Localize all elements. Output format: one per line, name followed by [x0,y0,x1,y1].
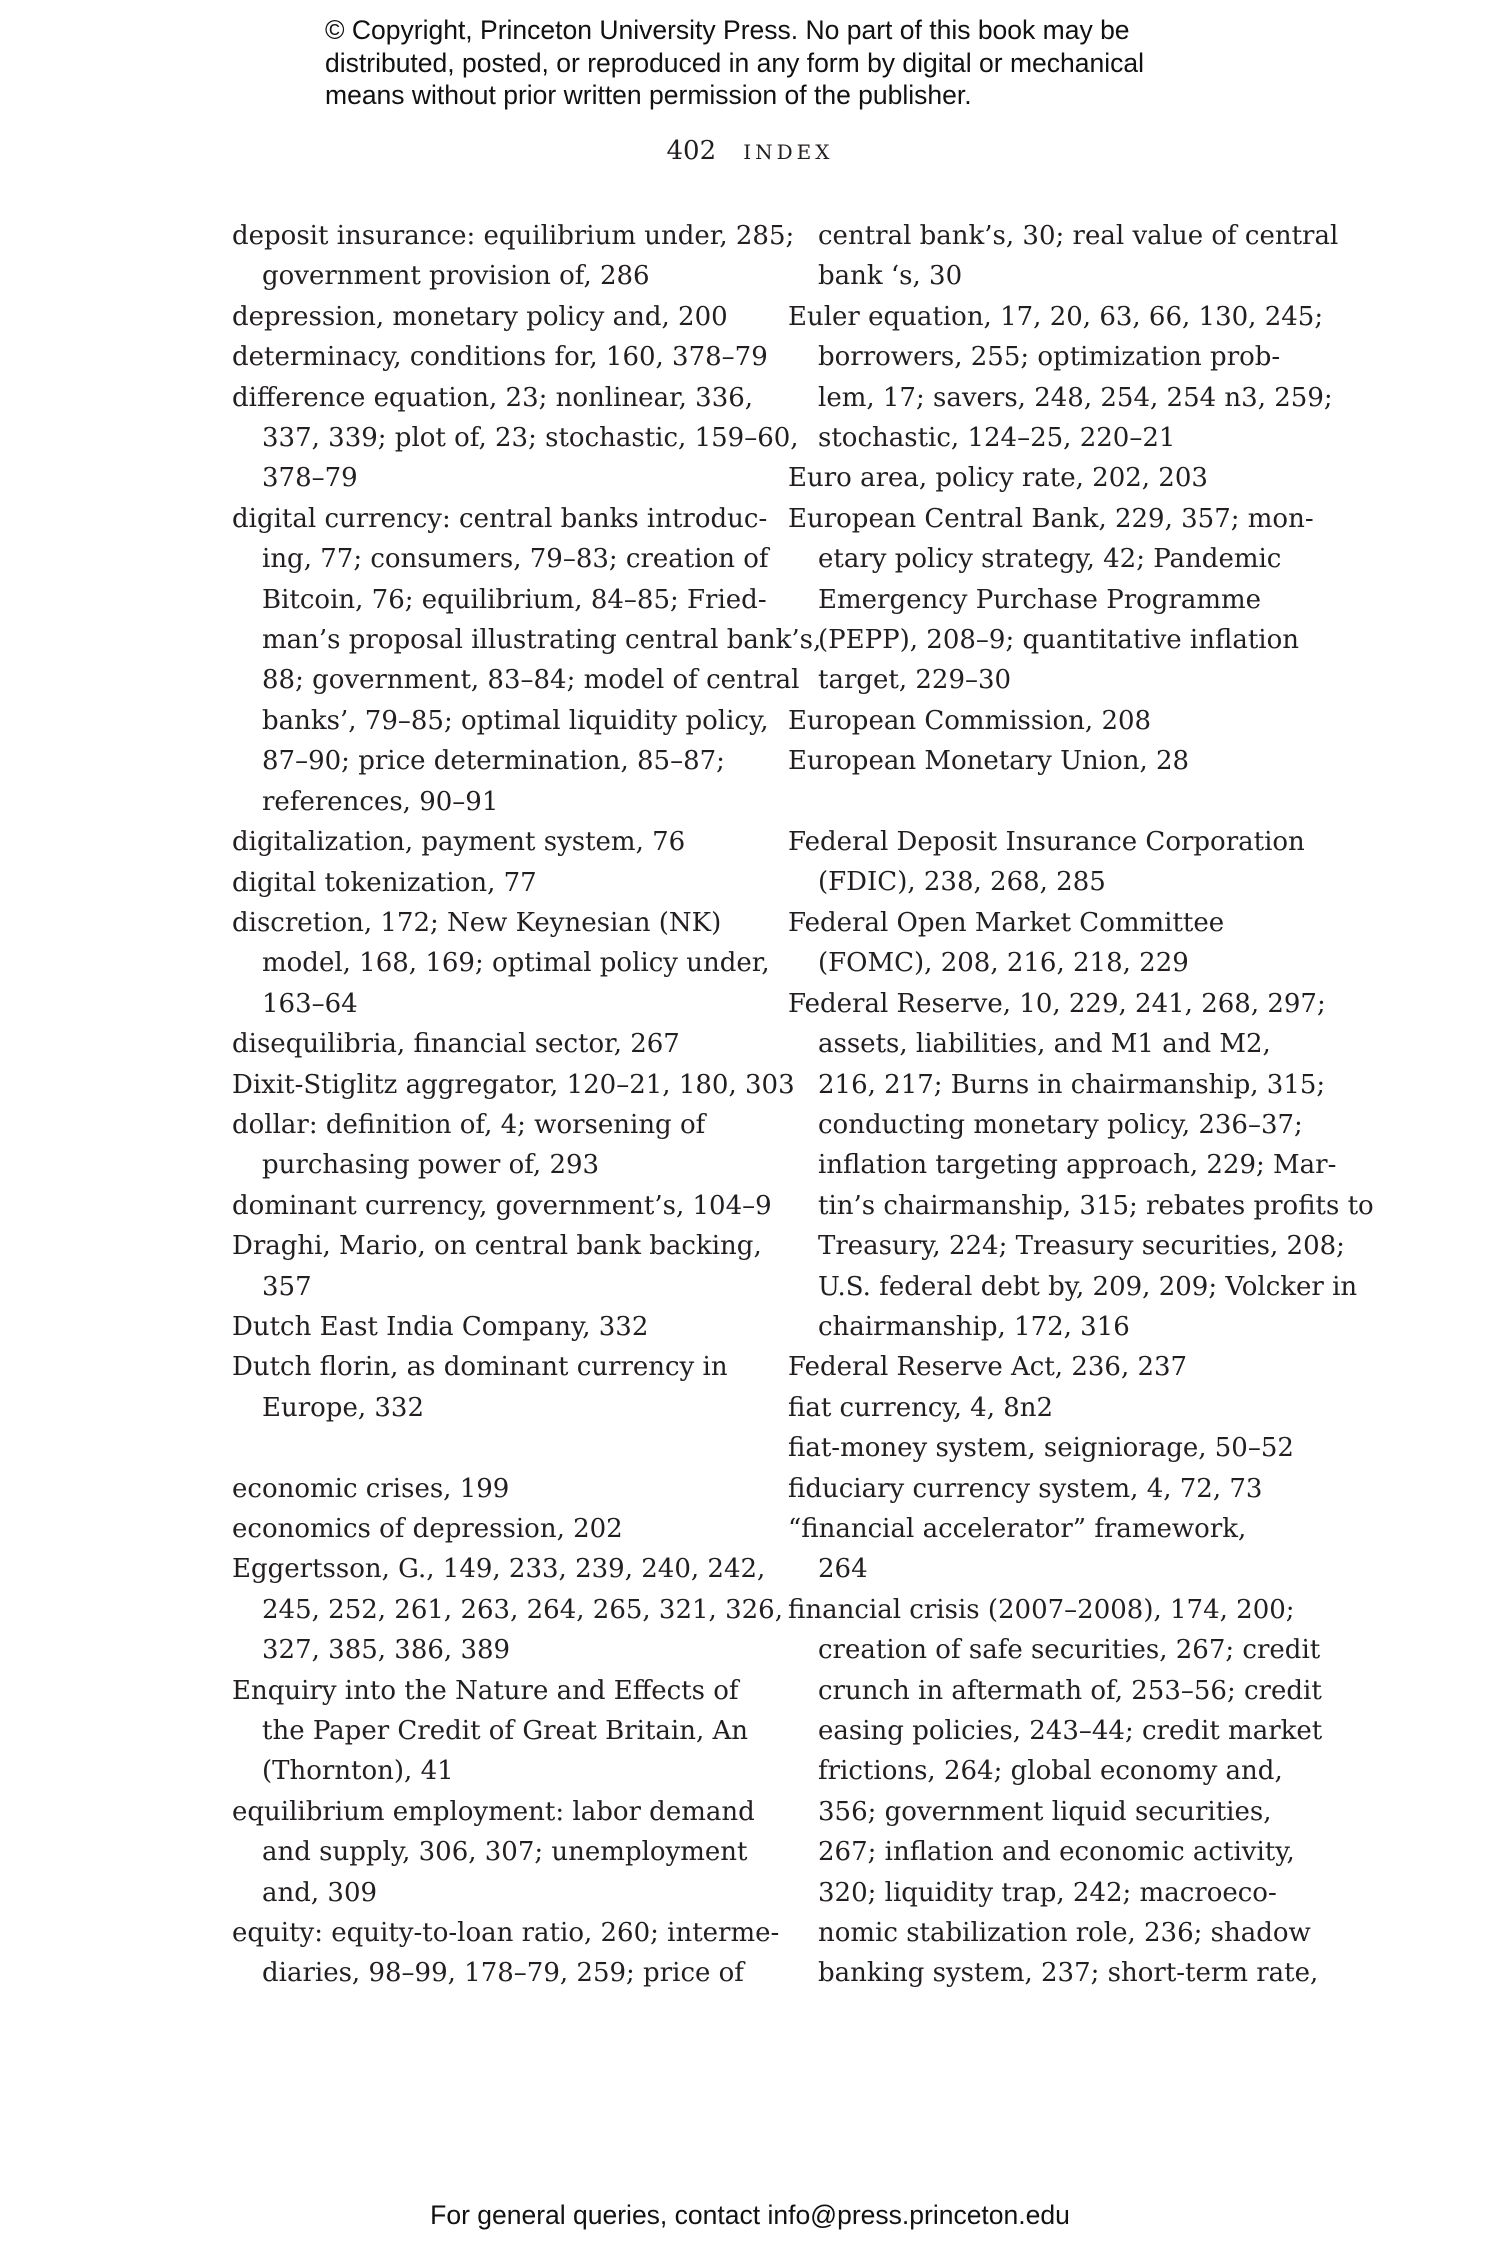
index-entry [788,1388,1318,1428]
index-entry [232,1509,752,1549]
section-title: INDEX [743,140,834,164]
page-number: 402 [666,136,717,166]
index-entry-subline: and supply, 306, 307; unemployment [262,1837,748,1868]
index-entry-subline: 216, 217; Burns in chairmanship, 315; [818,1069,1326,1100]
index-entry [788,741,1318,781]
index-entry [232,1671,752,1792]
index-entry [232,1226,762,1307]
index-entry-subline: nomic stabilization role, 236; shadow [818,1918,1311,1949]
index-entry-line: dollar: definition of, 4; worsening of [232,1109,706,1140]
index-entry-subline: tin’s chairmanship, 315; rebates profits to [818,1190,1374,1221]
index-entry-line: discretion, 172; New Keynesian (NK) [232,907,722,938]
index-entry-subline: 264 [818,1554,868,1585]
index-column-right [788,216,1374,1994]
index-entry-line: fiat-money system, seigniorage, 50–52 [788,1433,1294,1464]
index-entry [232,903,770,1024]
index-entry-subline: man’s proposal illustrating central bank’s, [262,625,822,656]
index-entry [232,1792,755,1913]
index-entry-subline: crunch in aftermath of, 253–56; credit [818,1675,1322,1706]
index-entry-line: Federal Open Market Committee [788,907,1225,938]
index-entry-subline: references, 90–91 [262,786,499,817]
index-entry-subline: 320; liquidity trap, 242; macroeco- [818,1877,1277,1908]
copyright-notice [325,14,1325,112]
index-entry [788,1469,1318,1509]
index-entry-line: European Commission, 208 [788,705,1152,736]
footer-contact: For general queries, contact info@press.princeton.edu [430,2200,1070,2230]
index-entry-subline: model, 168, 169; optimal policy under, [262,948,770,979]
index-entry-line: fiat currency, 4, 8n2 [788,1392,1054,1423]
index-entry-line: equilibrium employment: labor demand [232,1796,755,1827]
index-entry-subline: conducting monetary policy, 236–37; [818,1109,1303,1140]
index-entry [788,1509,1318,1590]
index-entry-subline: bank ‘s, 30 [818,261,963,292]
index-entry [788,1590,1323,1994]
index-entry-line: Euler equation, 17, 20, 63, 66, 130, 245; [788,301,1324,332]
index-entry-subline: target, 229–30 [818,665,1012,696]
index-entry-line: depression, monetary policy and, 200 [232,301,728,332]
index-entry [232,1469,752,1509]
index-entry-subline: 357 [262,1271,312,1302]
index-entry-line: digital tokenization, 77 [232,867,537,898]
index-entry-subline: U.S. federal debt by, 209, 209; Volcker in [818,1271,1358,1302]
index-entry [788,499,1318,701]
index-entry [788,984,1374,1348]
index-entry-subline: Bitcoin, 76; equilibrium, 84–85; Fried- [262,584,767,615]
index-entry-subline: borrowers, 255; optimization prob- [818,342,1281,373]
index-entry-line: difference equation, 23; nonlinear, 336, [232,382,754,413]
index-entry-subline: stochastic, 124–25, 220–21 [818,423,1176,454]
index-entry [232,822,752,862]
index-entry-line: digital currency: central banks introduc- [232,503,768,534]
index-entry-subline: chairmanship, 172, 316 [818,1311,1130,1342]
index-entry-subline: 87–90; price determination, 85–87; [262,746,725,777]
index-entry [232,1913,780,1994]
index-entry [232,1024,752,1064]
index-entry [232,1549,783,1670]
index-entry [232,216,795,297]
index-entry-subline: diaries, 98–99, 178–79, 259; price of [262,1958,744,1989]
index-entry [232,297,752,337]
index-entry-continued [788,216,1339,297]
index-entry-subline: easing policies, 243–44; credit market [818,1716,1323,1747]
index-entry [232,1307,752,1347]
index-entry-line: economics of depression, 202 [232,1513,623,1544]
copyright-line-3: means without prior written permission of the publisher. [325,80,972,110]
index-entry-line: digitalization, payment system, 76 [232,827,686,858]
index-entry-subline: (PEPP), 208–9; quantitative inflation [818,625,1299,656]
index-entry-line: Dutch florin, as dominant currency in [232,1352,728,1383]
index-entry-subline: frictions, 264; global economy and, [818,1756,1283,1787]
index-entry-subline: (FDIC), 238, 268, 285 [818,867,1106,898]
index-entry [232,863,752,903]
index-entry-subline: 327, 385, 386, 389 [262,1635,511,1666]
index-entry-subline: 245, 252, 261, 263, 264, 265, 321, 326, [262,1594,783,1625]
index-entry-subline: and, 309 [262,1877,378,1908]
index-entry-line: Enquiry into the Nature and Effects of [232,1675,739,1706]
index-entry-subline: etary policy strategy, 42; Pandemic [818,544,1282,575]
index-entry-line: Euro area, policy rate, 202, 203 [788,463,1208,494]
index-entry-line: financial crisis (2007–2008), 174, 200; [788,1594,1295,1625]
index-entry-line: European Central Bank, 229, 357; mon- [788,503,1314,534]
index-entry [232,1347,752,1428]
index-entry-subline: creation of safe securities, 267; credit [818,1635,1321,1666]
letter-group-gap [788,782,1318,822]
index-column-left [232,216,822,1994]
index-entry [232,1186,772,1226]
index-entry-subline: government provision of, 286 [262,261,650,292]
index-entry-subline: inflation targeting approach, 229; Mar- [818,1150,1337,1181]
index-entry-subline: Emergency Purchase Programme [818,584,1262,615]
index-entry-line: Federal Deposit Insurance Corporation [788,827,1305,858]
index-entry-line: “financial accelerator” framework, [788,1513,1247,1544]
index-entry [232,1065,795,1105]
index-entry [788,458,1318,498]
index-entry-subline: 88; government, 83–84; model of central [262,665,800,696]
copyright-line-1: © Copyright, Princeton University Press. No part of this book may be [325,15,1130,45]
index-entry-subline: assets, liabilities, and M1 and M2, [818,1029,1271,1060]
index-entry [788,701,1318,741]
index-entry-line: economic crises, 199 [232,1473,510,1504]
index-entry-subline: Europe, 332 [262,1392,424,1423]
index-entry-subline: 378–79 [262,463,358,494]
index-entry-line: equity: equity-to-loan ratio, 260; interme- [232,1918,780,1949]
index-entry [788,1347,1318,1387]
index-entry-subline: purchasing power of, 293 [262,1150,600,1181]
index-entry-subline: 356; government liquid securities, [818,1796,1272,1827]
index-entry-subline: banking system, 237; short-term rate, [818,1958,1319,1989]
index-entry [232,1105,752,1186]
letter-group-gap [232,1428,752,1468]
index-entry-line: Draghi, Mario, on central bank backing, [232,1231,762,1262]
index-entry-subline: ing, 77; consumers, 79–83; creation of [262,544,769,575]
index-entry-line: Federal Reserve Act, 236, 237 [788,1352,1188,1383]
index-entry-line: fiduciary currency system, 4, 72, 73 [788,1473,1263,1504]
index-entry-line: Eggertsson, G., 149, 233, 239, 240, 242, [232,1554,766,1585]
index-entry [788,297,1333,459]
index-entry-line: Dutch East India Company, 332 [232,1311,649,1342]
index-entry [232,337,768,377]
index-entry-subline: Treasury, 224; Treasury securities, 208; [818,1231,1345,1262]
index-entry-line: Dixit-Stiglitz aggregator, 120–21, 180, 303 [232,1069,795,1100]
index-entry-line: disequilibria, financial sector, 267 [232,1029,680,1060]
index-entry [788,1428,1318,1468]
index-entry-subline: 163–64 [262,988,358,1019]
running-head [0,136,1500,166]
index-entry-line: European Monetary Union, 28 [788,746,1190,777]
index-entry-subline: 267; inflation and economic activity, [818,1837,1295,1868]
index-entry [232,378,799,499]
index-entry-subline: (FOMC), 208, 216, 218, 229 [818,948,1189,979]
index-entry-subline: banks’, 79–85; optimal liquidity policy, [262,705,769,736]
index-entry-line: deposit insurance: equilibrium under, 285; [232,221,795,251]
index-entry-line: Federal Reserve, 10, 229, 241, 268, 297; [788,988,1326,1019]
index-entry-subline: 337, 339; plot of, 23; stochastic, 159–60, [262,423,799,454]
index-entry [788,903,1318,984]
index-entry [232,499,822,822]
index-entry-line: central bank’s, 30; real value of central [818,221,1339,251]
index-entry-line: determinacy, conditions for, 160, 378–79 [232,342,768,373]
index-entry [788,822,1318,903]
index-entry-subline: (Thornton), 41 [262,1756,454,1787]
index-entry-line: dominant currency, government’s, 104–9 [232,1190,772,1221]
index-entry-subline: lem, 17; savers, 248, 254, 254 n3, 259; [818,382,1333,413]
index-entry-subline: the Paper Credit of Great Britain, An [262,1716,749,1747]
copyright-line-2: distributed, posted, or reproduced in any form by digital or mechanical [325,47,1144,78]
